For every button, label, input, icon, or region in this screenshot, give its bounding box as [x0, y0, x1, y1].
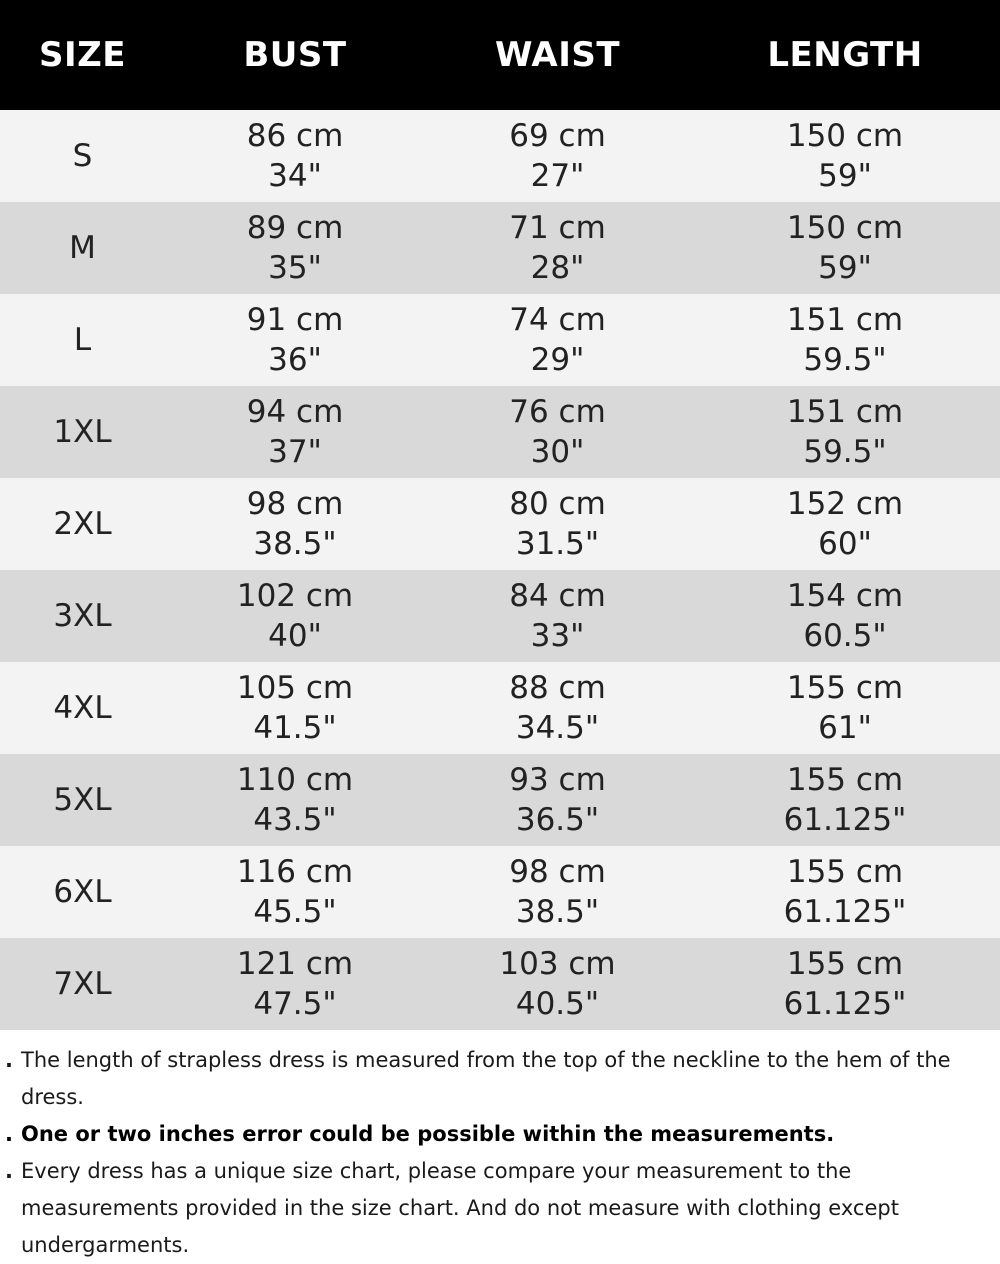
waist-in: 31.5" — [515, 526, 600, 562]
bust-cell — [165, 754, 425, 846]
bust-cm: 86 cm — [246, 118, 344, 154]
size-cell: 7XL — [53, 966, 112, 1002]
table-row — [0, 846, 1000, 938]
length-cm: 155 cm — [786, 762, 904, 798]
length-in: 60.5" — [803, 618, 887, 654]
waist-in: 33" — [530, 618, 585, 654]
waist-cm: 84 cm — [509, 578, 606, 614]
length-cm: 155 cm — [786, 670, 904, 706]
size-cell: 5XL — [53, 782, 112, 818]
table-row — [0, 110, 1000, 202]
bust-cm: 121 cm — [236, 946, 354, 982]
bust-in: 35" — [268, 250, 322, 286]
length-cm: 150 cm — [786, 210, 904, 246]
note-item — [5, 1153, 986, 1264]
waist-cell — [425, 386, 690, 478]
length-cm: 155 cm — [786, 946, 904, 982]
bust-cm: 91 cm — [246, 302, 344, 338]
bust-in: 40" — [268, 618, 322, 654]
note-item — [5, 1116, 986, 1153]
header-bust: BUST — [165, 0, 425, 110]
length-in: 61.125" — [783, 986, 907, 1022]
bust-cm: 98 cm — [246, 486, 344, 522]
length-in: 61.125" — [783, 894, 907, 930]
bust-cm: 116 cm — [236, 854, 354, 890]
bust-cm: 102 cm — [236, 578, 354, 614]
waist-in: 36.5" — [515, 802, 600, 838]
waist-cm: 76 cm — [509, 394, 606, 430]
length-in: 60" — [818, 526, 872, 562]
waist-cm: 80 cm — [509, 486, 606, 522]
length-cell — [690, 294, 1000, 386]
waist-in: 27" — [530, 158, 585, 194]
length-in: 59.5" — [803, 342, 887, 378]
waist-cell — [425, 938, 690, 1030]
length-cell — [690, 478, 1000, 570]
waist-cell — [425, 294, 690, 386]
bust-in: 47.5" — [253, 986, 337, 1022]
bullet-mark: . — [5, 1159, 13, 1183]
bust-in: 34" — [268, 158, 322, 194]
header-size: SIZE — [0, 0, 165, 110]
waist-cm: 103 cm — [499, 946, 616, 982]
header-waist: WAIST — [425, 0, 690, 110]
measurement-notes — [0, 1030, 1000, 1264]
waist-cm: 88 cm — [509, 670, 606, 706]
length-cm: 150 cm — [786, 118, 904, 154]
bust-in: 43.5" — [253, 802, 337, 838]
table-row — [0, 478, 1000, 570]
waist-in: 38.5" — [515, 894, 600, 930]
length-in: 61" — [818, 710, 872, 746]
waist-in: 29" — [530, 342, 585, 378]
note-text: The length of strapless dress is measured from the top of the neckline to the hem of the dress. — [21, 1048, 951, 1109]
bust-cell — [165, 478, 425, 570]
bust-cm: 89 cm — [246, 210, 344, 246]
header-row — [0, 0, 1000, 110]
length-cm: 154 cm — [786, 578, 904, 614]
waist-cell — [425, 754, 690, 846]
bullet-mark: . — [5, 1122, 13, 1146]
length-cell — [690, 754, 1000, 846]
bust-cell — [165, 662, 425, 754]
bust-cm: 110 cm — [236, 762, 354, 798]
size-cell: 2XL — [53, 506, 112, 542]
bust-cm: 105 cm — [236, 670, 354, 706]
size-chart-body — [0, 110, 1000, 1030]
size-chart-header — [0, 0, 1000, 110]
bust-in: 41.5" — [253, 710, 337, 746]
bullet-mark: . — [5, 1048, 13, 1072]
bust-in: 36" — [268, 342, 322, 378]
length-cell — [690, 110, 1000, 202]
length-cell — [690, 386, 1000, 478]
size-cell: 4XL — [53, 690, 112, 726]
bust-cell — [165, 938, 425, 1030]
length-in: 59" — [818, 158, 872, 194]
bust-cm: 94 cm — [246, 394, 344, 430]
size-cell: 6XL — [53, 874, 112, 910]
waist-cm: 71 cm — [509, 210, 606, 246]
table-row — [0, 202, 1000, 294]
waist-cell — [425, 478, 690, 570]
length-cell — [690, 662, 1000, 754]
waist-cell — [425, 846, 690, 938]
bust-cell — [165, 110, 425, 202]
length-cell — [690, 846, 1000, 938]
waist-in: 30" — [530, 434, 585, 470]
bust-cell — [165, 294, 425, 386]
length-cell — [690, 570, 1000, 662]
waist-cm: 74 cm — [509, 302, 606, 338]
bust-in: 38.5" — [253, 526, 337, 562]
waist-cm: 93 cm — [509, 762, 606, 798]
bust-in: 45.5" — [253, 894, 337, 930]
length-cm: 152 cm — [786, 486, 904, 522]
size-cell: 3XL — [53, 598, 112, 634]
waist-cell — [425, 570, 690, 662]
bust-in: 37" — [268, 434, 322, 470]
waist-in: 40.5" — [515, 986, 600, 1022]
bust-cell — [165, 570, 425, 662]
table-row — [0, 386, 1000, 478]
length-in: 59.5" — [803, 434, 887, 470]
length-cell — [690, 202, 1000, 294]
length-cm: 155 cm — [786, 854, 904, 890]
waist-cell — [425, 110, 690, 202]
waist-cell — [425, 202, 690, 294]
length-in: 59" — [818, 250, 872, 286]
note-text: Every dress has a unique size chart, please compare your measurement to the measurements provided in the size chart. And do not measure with clothing except undergarments. — [21, 1159, 899, 1257]
note-text: One or two inches error could be possible within the measurements. — [21, 1122, 835, 1146]
table-row — [0, 294, 1000, 386]
size-cell: L — [73, 322, 92, 358]
bust-cell — [165, 202, 425, 294]
table-row — [0, 754, 1000, 846]
header-length: LENGTH — [690, 0, 1000, 110]
size-cell: S — [72, 138, 93, 174]
length-cell — [690, 938, 1000, 1030]
length-cm: 151 cm — [786, 302, 904, 338]
waist-cell — [425, 662, 690, 754]
waist-in: 34.5" — [515, 710, 600, 746]
waist-cm: 98 cm — [509, 854, 606, 890]
bust-cell — [165, 846, 425, 938]
size-cell: M — [69, 230, 96, 266]
size-cell: 1XL — [53, 414, 112, 450]
waist-in: 28" — [530, 250, 585, 286]
table-row — [0, 570, 1000, 662]
length-cm: 151 cm — [786, 394, 904, 430]
waist-cm: 69 cm — [509, 118, 606, 154]
note-item — [5, 1042, 986, 1116]
bust-cell — [165, 386, 425, 478]
table-row — [0, 938, 1000, 1030]
length-in: 61.125" — [783, 802, 907, 838]
table-row — [0, 662, 1000, 754]
